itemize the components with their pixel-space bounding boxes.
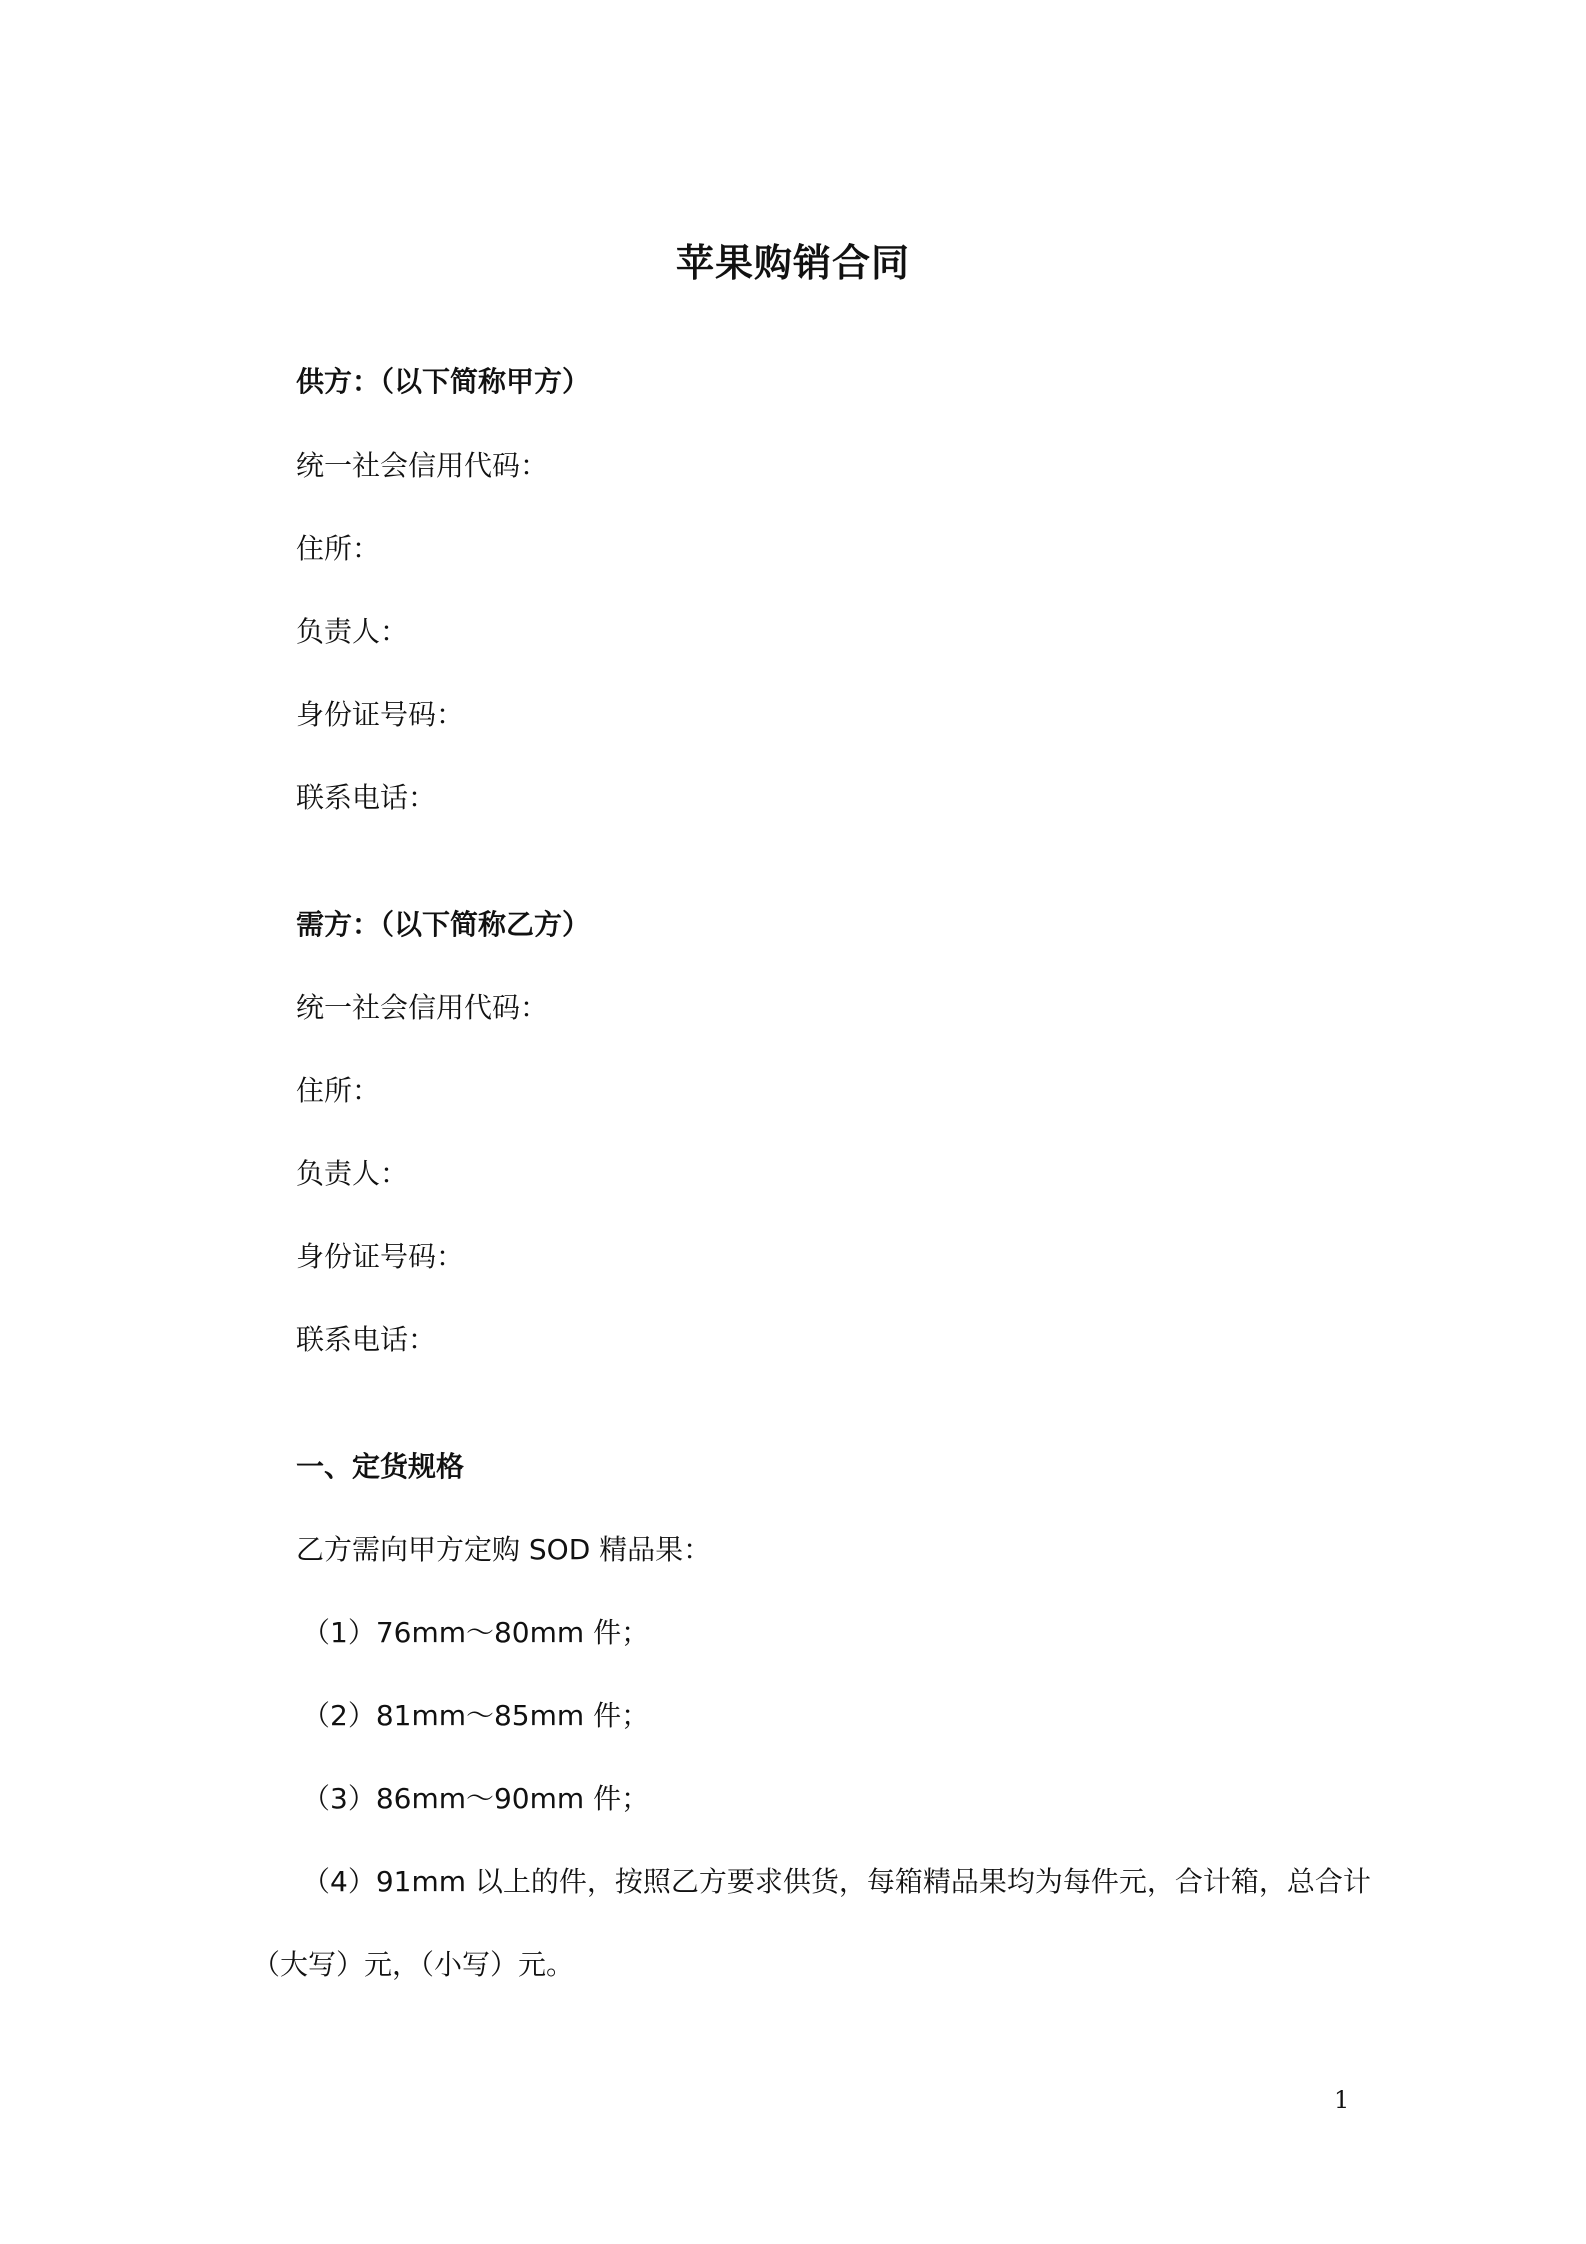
buyer-responsible-person-label: 负责人：	[296, 1157, 409, 1190]
page-number: 1	[1334, 2086, 1350, 2114]
spec-item-4: （4）91mm 以上的件，按照乙方要求供货，每箱精品果均为每件元，合计箱，总合计	[302, 1865, 1371, 1898]
spec-item-2: （2）81mm～85mm 件；	[302, 1699, 650, 1732]
supplier-phone-label: 联系电话：	[296, 781, 437, 814]
buyer-credit-code-label: 统一社会信用代码：	[296, 991, 549, 1024]
contract-title: 苹果购销合同	[675, 241, 910, 285]
supplier-id-number-label: 身份证号码：	[296, 698, 465, 731]
spec-item-1: （1）76mm～80mm 件；	[302, 1616, 650, 1649]
spec-item-3: （3）86mm～90mm 件；	[302, 1782, 650, 1815]
supplier-responsible-person-label: 负责人：	[296, 615, 409, 648]
buyer-id-number-label: 身份证号码：	[296, 1240, 465, 1273]
buyer-address-label: 住所：	[296, 1074, 381, 1107]
supplier-credit-code-label: 统一社会信用代码：	[296, 449, 549, 482]
buyer-heading: 需方：（以下简称乙方）	[296, 908, 591, 941]
supplier-address-label: 住所：	[296, 532, 381, 565]
buyer-phone-label: 联系电话：	[296, 1323, 437, 1356]
spec-item-4-continuation: （大写）元，（小写）元。	[252, 1948, 575, 1981]
section-1-heading: 一、定货规格	[296, 1450, 465, 1483]
section-1-intro: 乙方需向甲方定购 SOD 精品果：	[296, 1533, 712, 1566]
supplier-heading: 供方：（以下简称甲方）	[296, 365, 591, 398]
